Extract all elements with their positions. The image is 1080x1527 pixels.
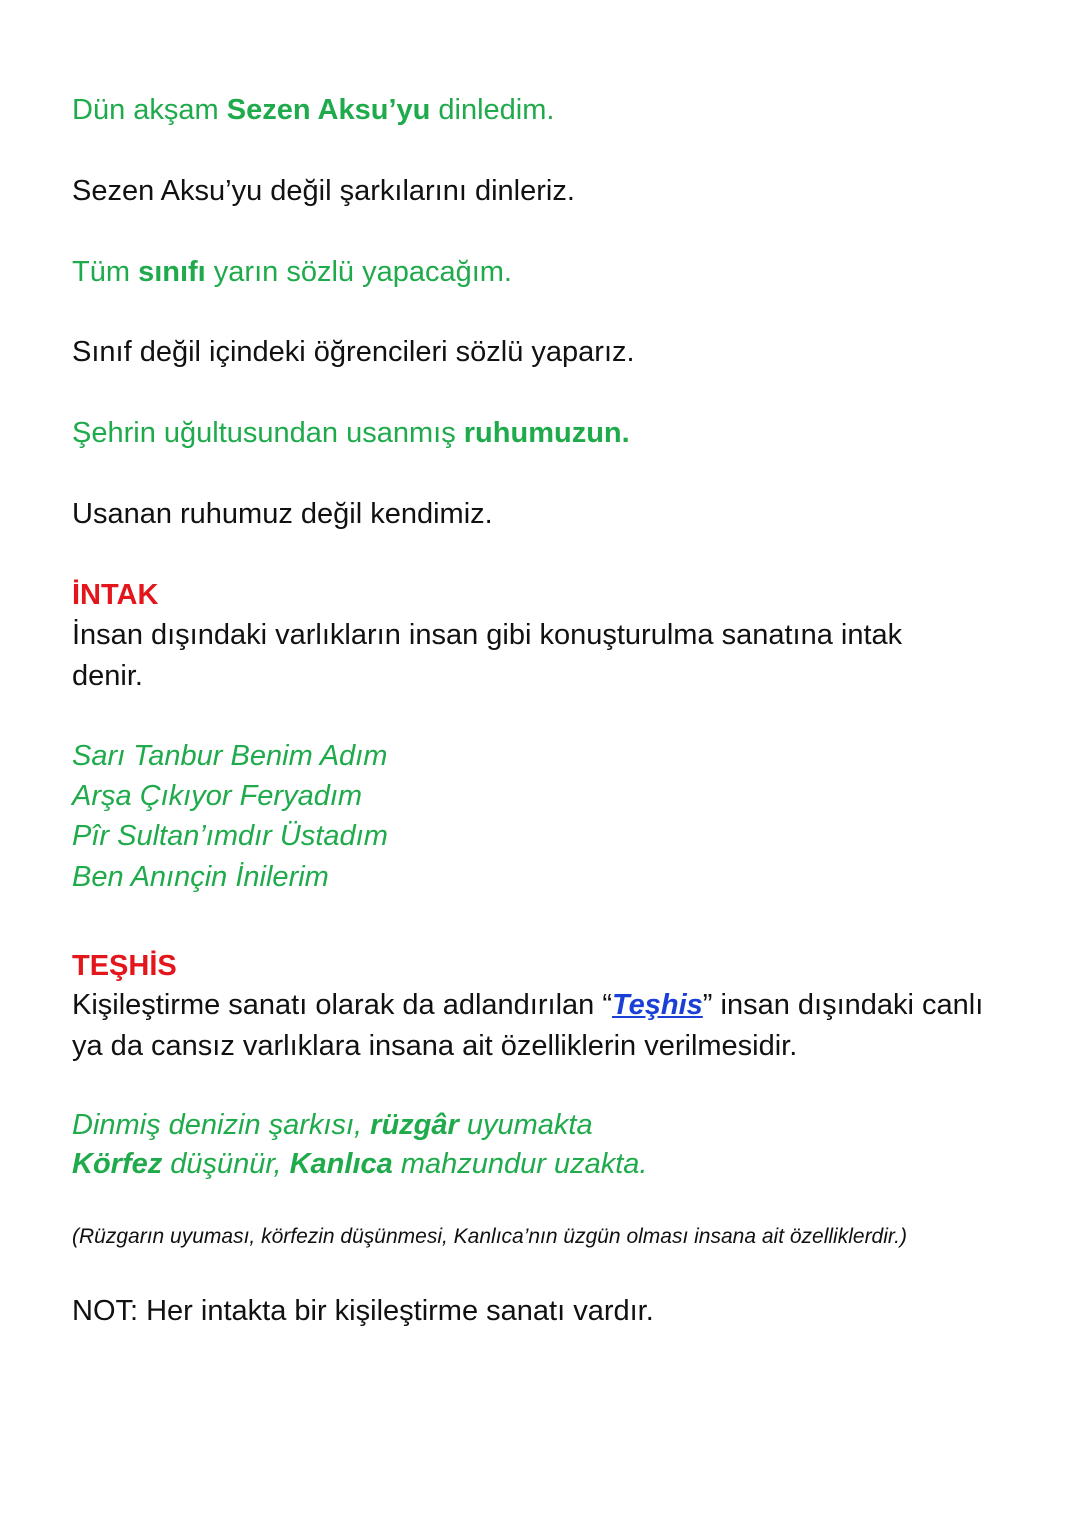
teshis-definition-text-end: ” insan dışındaki canlı [702, 989, 984, 1021]
example-2-highlight: sınıfı [138, 256, 206, 288]
intak-definition-line-1: İnsan dışındaki varlıkların insan gibi konuşturulma sanatına intak [72, 619, 903, 651]
example-2-text-end: yarın sözlü yapacağım. [205, 256, 512, 288]
example-1-text: Dün akşam [72, 94, 227, 126]
intak-poem-line-1: Sarı Tanbur Benim Adım [72, 740, 388, 772]
teshis-definition-line-2: ya da cansız varlıklara insana ait özelliklerin verilmesidir. [72, 1030, 798, 1062]
example-sentence-1 [72, 90, 554, 130]
example-1-highlight: Sezen Aksu’yu [226, 94, 431, 126]
teshis-definition-text: Kişileştirme sanatı olarak da adlandırılan “ [72, 989, 612, 1021]
teshis-poem-1-highlight: rüzgâr [370, 1109, 459, 1141]
intak-poem-line-3: Pîr Sultan’ımdır Üstadım [72, 820, 388, 852]
intak-definition-line-2: denir. [72, 660, 143, 692]
footer-note: NOT: Her intakta bir kişileştirme sanatı vardır. [72, 1295, 654, 1327]
teshis-heading: TEŞHİS [72, 950, 177, 982]
explanation-2: Sınıf değil içindeki öğrencileri sözlü yaparız. [72, 336, 635, 368]
teshis-poem-1-text: Dinmiş denizin şarkısı, [72, 1109, 371, 1141]
example-3-highlight: ruhumuzun. [463, 417, 630, 449]
teshis-poem-2-text-end: mahzundur uzakta. [392, 1148, 648, 1180]
example-1-text-end: dinledim. [430, 94, 555, 126]
teshis-poem-line-1 [72, 1105, 593, 1145]
teshis-poem-2-text: düşünür, [162, 1148, 290, 1180]
teshis-poem-2-highlight-1: Körfez [72, 1148, 163, 1180]
example-sentence-3 [72, 413, 630, 453]
intak-poem-line-4: Ben Anınçin İnilerim [72, 861, 329, 893]
teshis-definition-line-1 [72, 985, 983, 1025]
teshis-poem-1-text-end: uyumakta [458, 1109, 593, 1141]
intak-heading: İNTAK [72, 579, 159, 611]
explanation-1: Sezen Aksu’yu değil şarkılarını dinleriz. [72, 175, 575, 207]
example-3-text: Şehrin uğultusundan usanmış [72, 417, 464, 449]
teshis-link[interactable]: Teşhis [611, 989, 703, 1021]
example-2-text: Tüm [72, 256, 139, 288]
intak-poem-line-2: Arşa Çıkıyor Feryadım [72, 780, 363, 812]
teshis-poem-2-highlight-2: Kanlıca [289, 1148, 393, 1180]
explanation-3: Usanan ruhumuz değil kendimiz. [72, 498, 493, 530]
example-sentence-2 [72, 252, 512, 292]
teshis-poem-line-2 [72, 1144, 647, 1184]
teshis-note: (Rüzgarın uyuması, körfezin düşünmesi, Kanlıca’nın üzgün olması insana ait özelliklerdir.) [72, 1225, 907, 1248]
